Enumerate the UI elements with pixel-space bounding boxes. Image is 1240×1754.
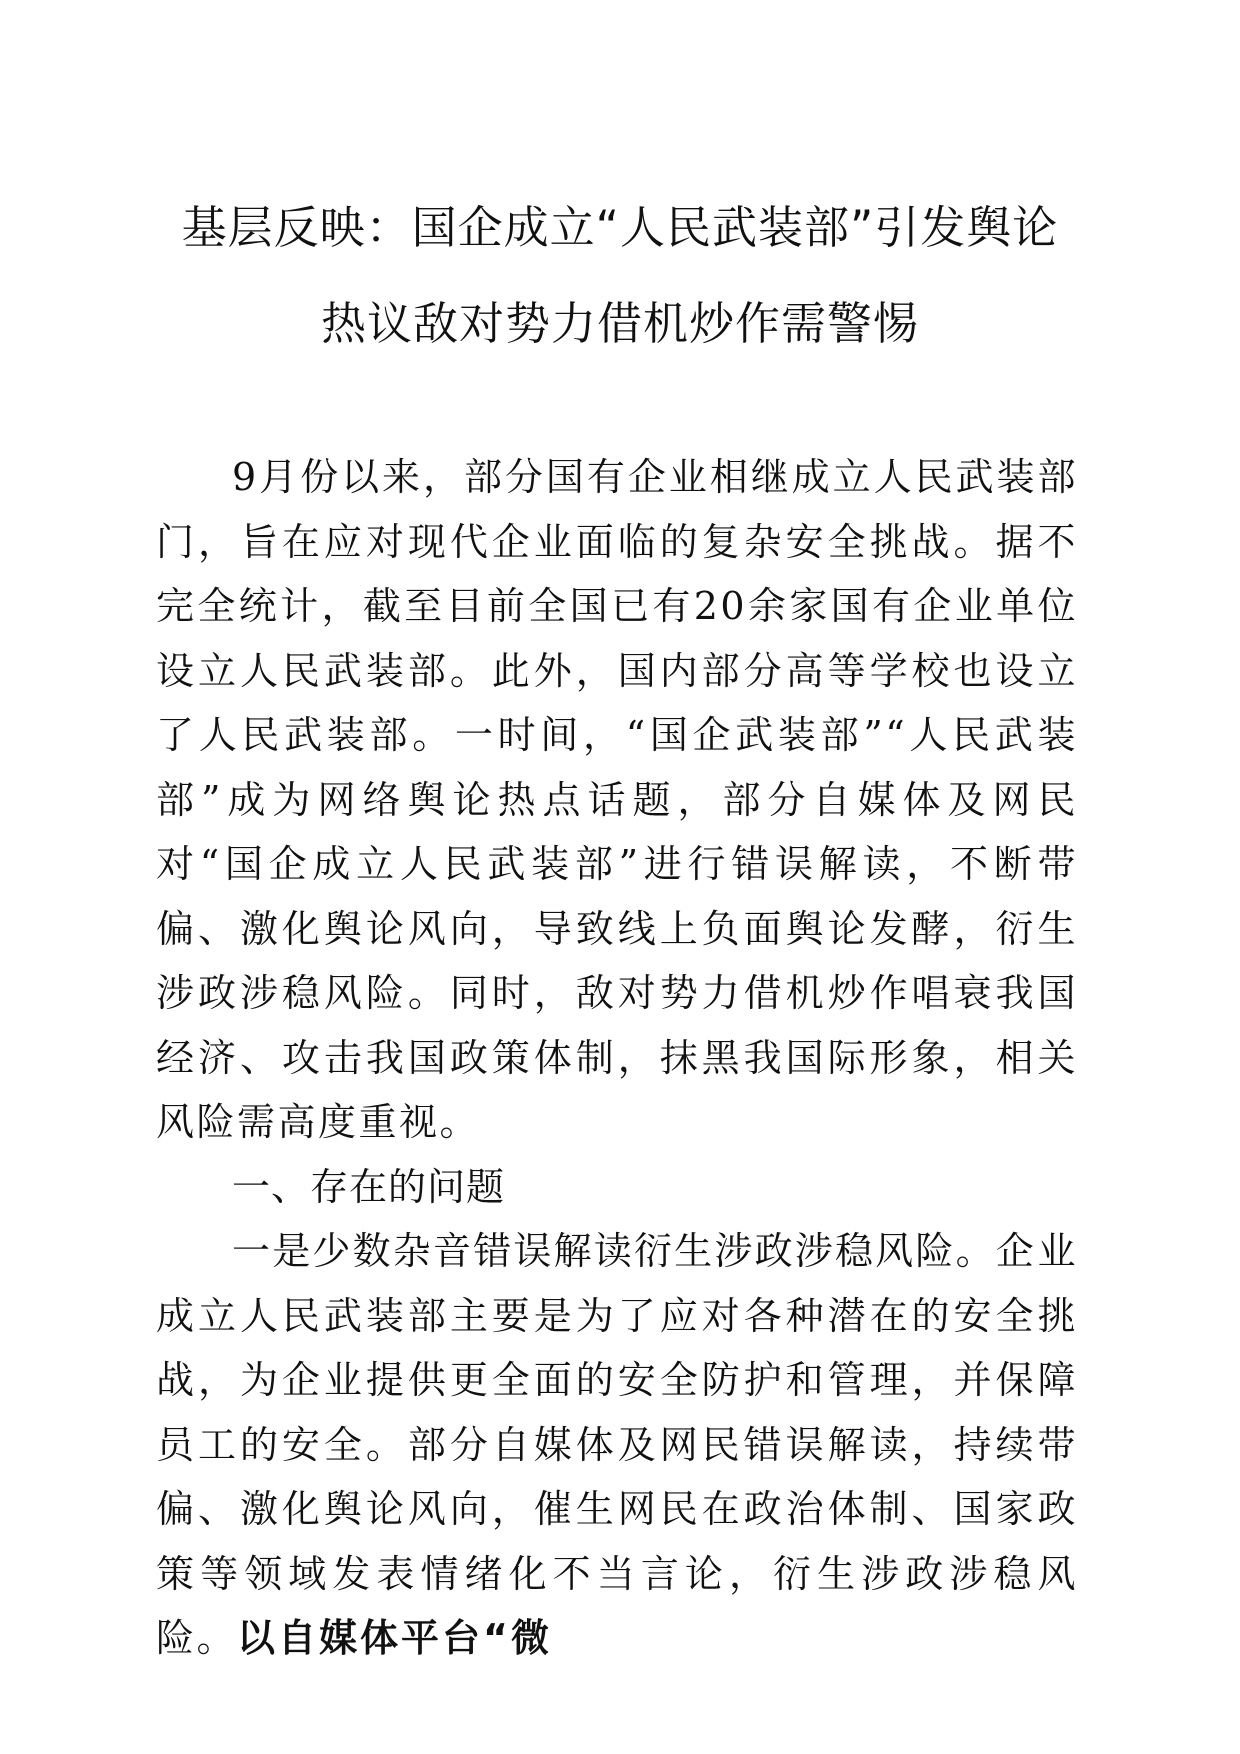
document-title xyxy=(100,180,1140,372)
point-one-bold-tail: 以自媒体平台“微 xyxy=(237,1616,552,1660)
title-line-1: 基层反映：国企成立“人民武装部”引发舆论 xyxy=(181,201,1059,254)
section-heading: 一、存在的问题 xyxy=(232,1164,506,1209)
point-one-paragraph xyxy=(156,1219,1078,1671)
title-line-2: 热议敌对势力借机炒作需警惕 xyxy=(320,297,919,350)
intro-paragraph: 9月份以来，部分国有企业相继成立人民武装部门，旨在应对现代企业面临的复杂安全挑战。据不完全统计，截至目前全国已有20余家国有企业单位设立人民武装部。此外，国内部分高等学校也设立了人民武装部。一时间，“国企武装部”“人民武装部”成为网络舆论热点话题，部分自媒体及网民对“国企成立人民武装部”进行错误解读，不断带偏、激化舆论风向，导致线上负面舆论发酵，衍生涉政涉稳风险。同时，敌对势力借机炒作唱衰我国经济、攻击我国政策体制，抹黑我国际形象，相关风险需高度重视。 xyxy=(156,455,1078,1144)
point-one-text: 企业成立人民武装部主要是为了应对各种潜在的安全挑战，为企业提供更全面的安全防护和管理，并保障员工的安全。部分自媒体及网民错误解读，持续带偏、激化舆论风向，催生网民在政治体制、国家政策等领域发表情绪化不当言论，衍生涉政涉稳风险。 xyxy=(156,1229,1078,1660)
document-body xyxy=(156,445,1078,1671)
point-one-lead: 一是少数杂音错误解读衍生涉政涉稳风险。 xyxy=(232,1229,996,1273)
